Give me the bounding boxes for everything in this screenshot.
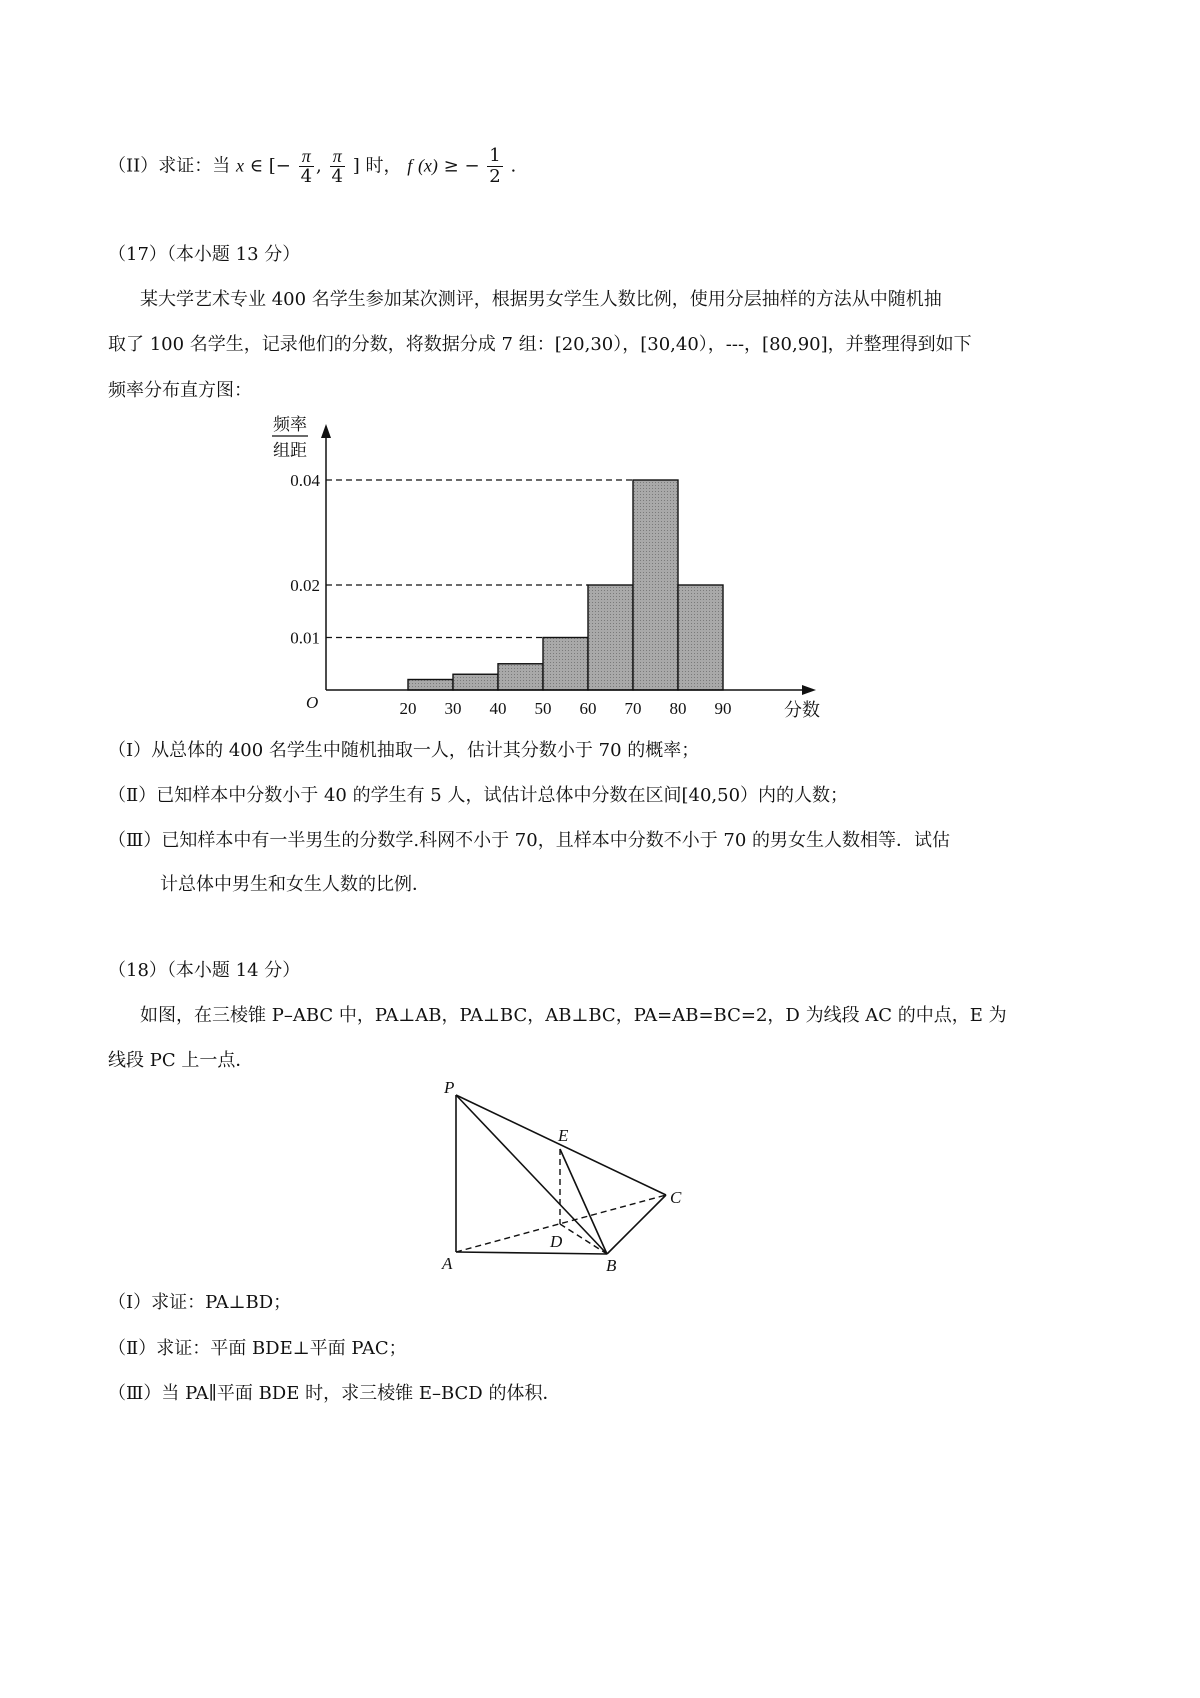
x-tick-label: 50 — [534, 699, 552, 718]
label-P: P — [444, 1078, 455, 1097]
label-A: A — [442, 1254, 453, 1273]
y-axis-arrow — [321, 424, 331, 438]
x-tick-label: 30 — [444, 699, 462, 718]
y-tick-label: 0.02 — [290, 576, 320, 595]
func-f: f — [407, 155, 413, 176]
edge-PB — [456, 1095, 607, 1254]
geq-sign: ≥ − — [443, 155, 480, 177]
q17-header: （17）（本小题 13 分） — [108, 244, 301, 265]
bar-[60,70) — [588, 585, 633, 690]
bar-[20,30) — [408, 680, 453, 691]
x-tick-label: 20 — [399, 699, 417, 718]
x-tick-label: 80 — [669, 699, 687, 718]
origin-label: O — [306, 693, 319, 712]
y-tick-label: 0.04 — [290, 471, 320, 490]
q18-part2: （Ⅱ）求证：平面 BDE⊥平面 PAC； — [108, 1338, 407, 1359]
one-half: $\frac{1}{2}$ — [489, 145, 501, 187]
q17-intro-line2: 取了 100 名学生，记录他们的分数，将数据分成 7 组：[20,30），[30,40），---，[80,90]，并整理得到如下 — [108, 334, 972, 355]
bar-[40,50) — [498, 664, 543, 690]
func-arg: (x) — [417, 155, 438, 176]
q17-part3-line2: 计总体中男生和女生人数的比例． — [160, 874, 430, 895]
frequency-histogram — [250, 410, 850, 730]
edge-AB — [456, 1252, 607, 1254]
when-text: ] 时， — [352, 155, 402, 177]
label-D: D — [550, 1232, 563, 1251]
q17-part3-line1: （Ⅲ）已知样本中有一半男生的分数学.科网不小于 70，且样本中分数不小于 70 的男女生人数相等．试估 — [108, 830, 951, 851]
x-tick-label: 40 — [489, 699, 507, 718]
y-axis-label-bottom: 组距 — [273, 441, 307, 460]
q17-part2: （Ⅱ）已知样本中分数小于 40 的学生有 5 人，试估计总体中分数在区间[40,50）内的人数； — [108, 785, 849, 806]
x-axis-arrow — [802, 685, 816, 695]
var-x: x — [235, 155, 244, 176]
x-tick-label: 90 — [714, 699, 732, 718]
q17-intro-line3: 频率分布直方图： — [108, 380, 252, 401]
q18-part1: （Ⅰ）求证：PA⊥BD； — [108, 1292, 292, 1313]
edge-PC — [456, 1095, 666, 1195]
label-C: C — [670, 1188, 682, 1207]
bar-[80,90] — [678, 585, 723, 690]
label-B: B — [606, 1256, 617, 1275]
bar-[50,60) — [543, 638, 588, 691]
pyramid-figure — [430, 1075, 700, 1275]
bar-[70,80) — [633, 480, 678, 690]
edge-EB — [560, 1149, 607, 1254]
element-of-bracket: ∈ [− — [249, 155, 291, 177]
x-tick-label: 70 — [624, 699, 642, 718]
q18-header: （18）（本小题 14 分） — [108, 960, 301, 981]
edge-BC — [607, 1195, 666, 1254]
q17-part1: （Ⅰ）从总体的 400 名学生中随机抽取一人，估计其分数小于 70 的概率； — [108, 740, 700, 761]
pi-over-4-neg: $\frac{\pi}{4}$ — [300, 146, 313, 187]
y-axis-label-top: 频率 — [273, 415, 307, 434]
q18-intro-line1: 如图，在三棱锥 P–ABC 中，PA⊥AB，PA⊥BC，AB⊥BC，PA=AB=BC=2，D 为线段 AC 的中点，E 为 — [140, 1005, 1007, 1026]
label-E: E — [558, 1126, 569, 1145]
q18-intro-line2: 线段 PC 上一点． — [108, 1050, 254, 1071]
bar-[30,40) — [453, 674, 498, 690]
y-tick-label: 0.01 — [290, 628, 320, 648]
q17-intro-line1: 某大学艺术专业 400 名学生参加某次测评，根据男女学生人数比例，使用分层抽样的方法从中随机抽 — [140, 289, 942, 310]
q16-part2: （II）求证：当 x ∈ [− $\frac{\pi}{4}$ , $\frac{\pi}{4}$ ] 时， f (x) ≥ − $\frac{1}{2}$ . — [108, 145, 517, 187]
x-tick-label: 60 — [579, 699, 597, 718]
q16-part2-prefix: （II）求证：当 — [108, 155, 231, 177]
q18-part3: （Ⅲ）当 PA∥平面 BDE 时，求三棱锥 E–BCD 的体积． — [108, 1383, 561, 1404]
pi-over-4: $\frac{\pi}{4}$ — [331, 146, 343, 187]
x-axis-label: 分数 — [784, 700, 820, 720]
